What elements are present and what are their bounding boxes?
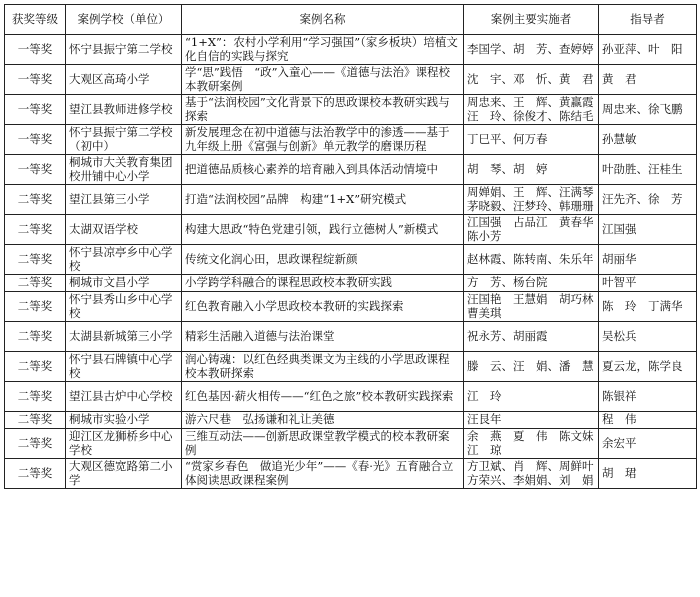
cell-case-name: 基于“法润校园”文化背景下的思政课校本教研实践与探索	[182, 95, 464, 125]
cell-implementers: 汪艮年	[464, 412, 599, 429]
cell-implementers: 周忠来、王 辉、黄赢霞汪 玲、徐俊才、陈结毛	[464, 95, 599, 125]
cell-school: 怀宁县振宁第二学校（初中）	[66, 125, 182, 155]
table-row	[5, 322, 697, 352]
cell-advisors: 黄 君	[599, 65, 697, 95]
cell-case-name: 把道德品质核心素养的培育融入到具体活动情境中	[182, 155, 464, 185]
cell-award-level: 二等奖	[5, 215, 66, 245]
cell-award-level: 二等奖	[5, 382, 66, 412]
header-advisors: 指导者	[599, 5, 697, 35]
cell-award-level: 一等奖	[5, 95, 66, 125]
table-body	[5, 35, 697, 489]
cell-award-level: 二等奖	[5, 185, 66, 215]
cell-advisors: 胡 珺	[599, 459, 697, 489]
table-header-row	[5, 5, 697, 35]
table-row	[5, 215, 697, 245]
cell-case-name: “1+X”：农村小学利用“学习强国”（家乡板块）培植文化自信的实践与探究	[182, 35, 464, 65]
cell-case-name: 传统文化润心田，思政课程绽新颜	[182, 245, 464, 275]
cell-case-name: “赏家乡春色 做追光少年”——《春·光》五育融合立体阅读思政课程案例	[182, 459, 464, 489]
cell-case-name: 三维互动法——创新思政课堂教学模式的校本教研案例	[182, 429, 464, 459]
cell-implementers: 祝永芳、胡丽霞	[464, 322, 599, 352]
cell-advisors: 陈 玲 丁满华	[599, 292, 697, 322]
table-row	[5, 185, 697, 215]
cell-school: 桐城市实验小学	[66, 412, 182, 429]
cell-school: 怀宁县秀山乡中心学校	[66, 292, 182, 322]
cell-school: 怀宁县石牌镇中心学校	[66, 352, 182, 382]
cell-implementers: 周婵娟、王 辉、汪满琴茅晓毅、汪梦玲、韩珊珊	[464, 185, 599, 215]
table-row	[5, 155, 697, 185]
cell-award-level: 二等奖	[5, 352, 66, 382]
cell-advisors: 胡丽华	[599, 245, 697, 275]
cell-case-name: 构建大思政“特色党建引领，践行立德树人”新模式	[182, 215, 464, 245]
header-school: 案例学校（单位）	[66, 5, 182, 35]
cell-implementers: 方 芳、杨台院	[464, 275, 599, 292]
cell-implementers: 丁巳平、何万春	[464, 125, 599, 155]
cell-award-level: 二等奖	[5, 429, 66, 459]
cell-case-name: 小学跨学科融合的课程思政校本教研实践	[182, 275, 464, 292]
award-table-container	[4, 4, 696, 489]
cell-award-level: 二等奖	[5, 322, 66, 352]
cell-award-level: 二等奖	[5, 412, 66, 429]
cell-advisors: 江国强	[599, 215, 697, 245]
cell-school: 桐城市文昌小学	[66, 275, 182, 292]
cell-school: 望江县第三小学	[66, 185, 182, 215]
cell-advisors: 夏云龙，陈学良	[599, 352, 697, 382]
cell-advisors: 叶智平	[599, 275, 697, 292]
cell-school: 迎江区龙狮桥乡中心学校	[66, 429, 182, 459]
table-row	[5, 429, 697, 459]
cell-implementers: 江国强 占品江 黄春华陈小芳	[464, 215, 599, 245]
table-row	[5, 275, 697, 292]
cell-implementers: 方卫斌、肖 辉、周鲜叶方荣兴、李娟娟、刘 娟	[464, 459, 599, 489]
table-row	[5, 35, 697, 65]
cell-school: 太湖双语学校	[66, 215, 182, 245]
cell-implementers: 余 燕 夏 伟 陈文妹江 琼	[464, 429, 599, 459]
cell-school: 望江县教师进修学校	[66, 95, 182, 125]
cell-case-name: 润心铸魂：以红色经典类课文为主线的小学思政课程校本教研探索	[182, 352, 464, 382]
cell-award-level: 一等奖	[5, 155, 66, 185]
cell-award-level: 二等奖	[5, 245, 66, 275]
table-row	[5, 245, 697, 275]
table-row	[5, 412, 697, 429]
table-row	[5, 382, 697, 412]
cell-school: 望江县古炉中心学校	[66, 382, 182, 412]
cell-award-level: 二等奖	[5, 292, 66, 322]
cell-implementers: 赵林霞、陈转南、朱乐年	[464, 245, 599, 275]
table-row	[5, 352, 697, 382]
cell-case-name: 红色教育融入小学思政校本教研的实践探索	[182, 292, 464, 322]
header-case-name: 案例名称	[182, 5, 464, 35]
cell-advisors: 孙慧敏	[599, 125, 697, 155]
cell-case-name: 新发展理念在初中道德与法治教学中的渗透——基于九年级上册《富强与创新》单元教学的磨课历程	[182, 125, 464, 155]
cell-implementers: 李国学、胡 芳、查婷婷	[464, 35, 599, 65]
cell-advisors: 程 伟	[599, 412, 697, 429]
cell-case-name: 游六尺巷 弘扬谦和礼让美德	[182, 412, 464, 429]
cell-award-level: 一等奖	[5, 35, 66, 65]
award-table	[4, 4, 697, 489]
cell-implementers: 胡 琴、胡 婷	[464, 155, 599, 185]
cell-advisors: 孙亚萍、叶 阳	[599, 35, 697, 65]
cell-award-level: 二等奖	[5, 275, 66, 292]
cell-advisors: 周忠来、徐飞鹏	[599, 95, 697, 125]
cell-advisors: 叶劭胜、汪桂生	[599, 155, 697, 185]
cell-implementers: 滕 云、汪 娟、潘 慧	[464, 352, 599, 382]
table-row	[5, 95, 697, 125]
header-implementers: 案例主要实施者	[464, 5, 599, 35]
cell-school: 怀宁县振宁第二学校	[66, 35, 182, 65]
cell-award-level: 二等奖	[5, 459, 66, 489]
cell-implementers: 汪国艳 王慧娟 胡巧林曹美琪	[464, 292, 599, 322]
cell-advisors: 吴松兵	[599, 322, 697, 352]
table-row	[5, 292, 697, 322]
cell-award-level: 一等奖	[5, 65, 66, 95]
cell-case-name: 红色基因·薪火相传——“红色之旅”校本教研实践探索	[182, 382, 464, 412]
table-row	[5, 459, 697, 489]
cell-school: 大观区高琦小学	[66, 65, 182, 95]
cell-advisors: 余宏平	[599, 429, 697, 459]
header-award-level: 获奖等级	[5, 5, 66, 35]
cell-implementers: 沈 宇、邓 忻、黄 君	[464, 65, 599, 95]
cell-case-name: 学“思”践悟 “政”入童心——《道德与法治》课程校本教研案例	[182, 65, 464, 95]
cell-school: 太湖县新城第三小学	[66, 322, 182, 352]
cell-school: 怀宁县凉亭乡中心学校	[66, 245, 182, 275]
cell-case-name: 精彩生活融入道德与法治课堂	[182, 322, 464, 352]
cell-advisors: 汪先齐、徐 芳	[599, 185, 697, 215]
table-row	[5, 65, 697, 95]
table-row	[5, 125, 697, 155]
cell-award-level: 一等奖	[5, 125, 66, 155]
cell-school: 桐城市大关教育集团校卅铺中心小学	[66, 155, 182, 185]
cell-implementers: 江 玲	[464, 382, 599, 412]
cell-advisors: 陈银祥	[599, 382, 697, 412]
cell-case-name: 打造“法润校园”品牌 构建“1+X”研究模式	[182, 185, 464, 215]
cell-school: 大观区德宽路第二小学	[66, 459, 182, 489]
